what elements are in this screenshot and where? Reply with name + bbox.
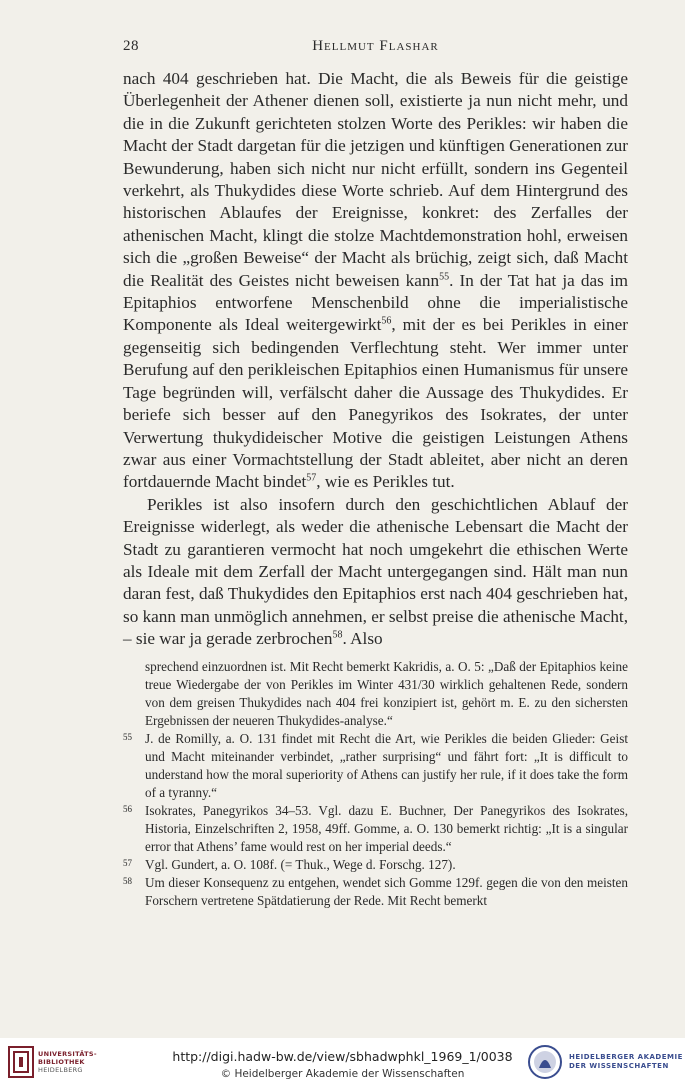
paragraph-2 xyxy=(123,494,628,651)
text-run: . Also xyxy=(342,629,383,649)
footnote-text: Isokrates, Panegyrikos 34–53. Vgl. dazu E. Buchner, Der Panegyrikos des Isokrates, Historia, Einzelschriften 2, 1958, 49ff. Gomme, a. O. 130 bemerkt richtig: „It is a singular error that Athens’ fame would rest on her imperial deeds.“ xyxy=(145,803,628,854)
footnote-continuation: sprechend einzuordnen ist. Mit Recht bemerkt Kakridis, a. O. 5: „Daß der Epitaphios keine treue Wiedergabe der von Perikles im Winter 431/30 wirklich gehaltenen Rede, sondern von dem greisen Thukydides nach 404 frei konzipiert ist, gehört m. E. zu den sichersten Ergebnissen der neueren Thukydides-analyse.“ xyxy=(145,659,628,728)
text-run: Perikles ist also insofern durch den geschichtlichen Ablauf der Ereignisse widerlegt, als weder die athenische Lebensart die Macht der Stadt zu garantieren vermocht hat noch umgekehrt die ethischen Werte als Ideale mit dem Zerfall der Macht untergegangen sind. Hält man nun daran fest, daß Thukydides den Epitaphios erst nach 404 geschrieben hat, so kann man unmöglich annehmen, er selbst preise die athenische Macht, – sie war ja gerade zerbrochen xyxy=(123,494,628,649)
ub-line-3: HEIDELBERG xyxy=(38,1066,83,1074)
footnote-number: 57 xyxy=(123,858,132,868)
footnote-ref-57: 57 xyxy=(306,472,317,484)
ub-line-2: BIBLIOTHEK xyxy=(38,1058,85,1066)
footnote-ref-56: 56 xyxy=(381,315,392,327)
text-run: , mit der es bei Perikles in einer gegenseitig sich bedingenden Verflechtung steht. Wer immer unter Berufung auf den perikleischen Epitaphios einen Humanismus für unsere Tage begründen will, verfälscht daher die Aussage des Thukydides. Er beriefe sich besser auf den Panegyrikos des Isokrates, der unter Verwertung thukydideischer Motive die geistigen Leistungen Athens zwar aus einer Vormachtstellung der Stadt ableitet, aber nicht an deren fortdauernde Macht bindet xyxy=(123,315,628,492)
main-text xyxy=(123,68,628,651)
paragraph-1 xyxy=(123,68,628,494)
text-run: nach 404 geschrieben hat. Die Macht, die als Beweis für die geistige Überlegenheit der Athener dienen soll, existierte ja nun nicht mehr, und die in die Zukunft gerichteten stolzen Worte des Perikles: wir haben die Macht der Stadt dargetan für die jetzigen und künftigen Generationen zur Bewunderung, haben sich nicht nur nicht erfüllt, sondern ins Gegenteil verkehrt, als Thukydides diese Worte schrieb. Auf dem Hintergrund des historischen Ablaufes der Ereignisse, konkret: des Zerfalles der athenischen Macht, klingt die stolze Machtdemonstration hohl, erweisen sich die „großen Beweise“ der Macht als brüchig, zeigt sich, daß Macht die Realität des Geistes nicht beweisen kann xyxy=(123,69,628,290)
academy-line-2: DER WISSENSCHAFTEN xyxy=(569,1062,669,1070)
footnote-text: Vgl. Gundert, a. O. 108f. (= Thuk., Wege d. Forschg. 127). xyxy=(145,857,456,872)
academy-line-1: HEIDELBERGER AKADEMIE xyxy=(569,1053,683,1061)
footnote-text: Um dieser Konsequenz zu entgehen, wendet sich Gomme 129f. gegen die von den meisten Forschern vertretene Spätdatierung der Rede. Mit Recht bemerkt xyxy=(145,875,628,908)
viewer-footer xyxy=(0,1038,685,1087)
footnote-55 xyxy=(123,730,628,802)
academy-seal-icon xyxy=(527,1044,563,1080)
permalink-url[interactable]: http://digi.hadw-bw.de/view/sbhadwphkl_1969_1/0038 xyxy=(172,1049,513,1064)
text-run: . In der Tat hat ja das im Epitaphios entworfene Menschenbild ohne die imperialistische Komponente als Ideal weitergewirkt xyxy=(123,270,628,335)
footnotes xyxy=(123,658,628,910)
footnote-number: 58 xyxy=(123,876,132,886)
running-header xyxy=(123,38,628,58)
footnote-ref-58: 58 xyxy=(332,629,343,641)
footnote-text: J. de Romilly, a. O. 131 findet mit Recht die Art, wie Perikles die beiden Glieder: Geist und Macht miteinander verbindet, „rather surprising“ und fährt fort: „It is difficult to understand how the moral superiority of Athens can justify her rule, if it does take the form of a tyranny.“ xyxy=(145,731,628,800)
copyright-notice: © Heidelberger Akademie der Wissenschaften xyxy=(220,1068,465,1080)
footnote-number: 55 xyxy=(123,732,132,742)
text-run: , wie es Perikles tut. xyxy=(316,472,455,492)
running-title: Hellmut Flashar xyxy=(312,38,439,54)
page-number: 28 xyxy=(123,38,139,54)
footnote-ref-55: 55 xyxy=(439,270,450,282)
footnote-58 xyxy=(123,874,628,910)
academy-name xyxy=(569,1053,683,1071)
footnote-56 xyxy=(123,802,628,856)
footnote-57 xyxy=(123,856,628,874)
footnote-number: 56 xyxy=(123,804,132,814)
ub-line-1: UNIVERSITÄTS- xyxy=(38,1050,97,1058)
